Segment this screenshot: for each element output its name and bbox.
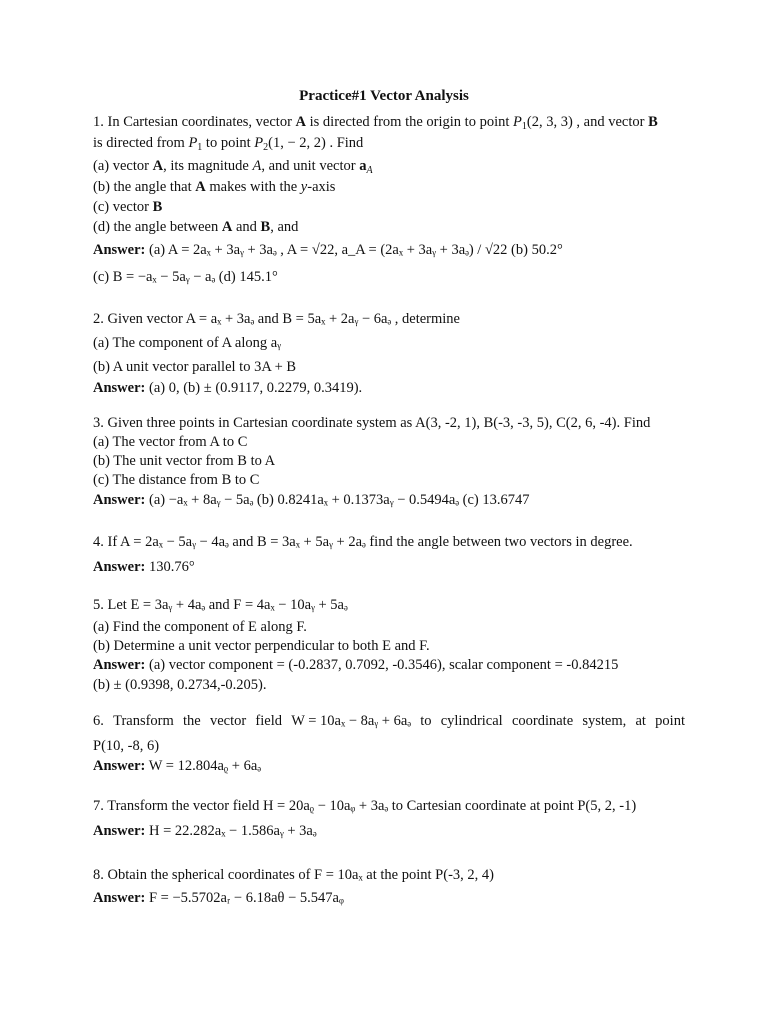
- q4-answer: Answer: 130.76°: [93, 559, 195, 575]
- q3-part-c: (c) The distance from B to C: [93, 472, 260, 488]
- q3-answer: Answer: (a) −aₓ + 8aᵧ − 5aₔ (b) 0.8241aₓ + 0.1373aᵧ − 0.5494aₔ (c) 13.6747: [93, 492, 530, 508]
- q8-statement: 8. Obtain the spherical coordinates of F = 10aₓ at the point P(-3, 2, 4): [93, 867, 494, 883]
- q6-statement-line2: P(10, -8, 6): [93, 738, 160, 754]
- q2-part-a: (a) The component of A along aᵧ: [93, 335, 281, 351]
- q2-answer: Answer: (a) 0, (b) ± (0.9117, 0.2279, 0.3419).: [93, 380, 363, 396]
- q2-part-b: (b) A unit vector parallel to 3A + B: [93, 359, 297, 375]
- q4-statement: 4. If A = 2aₓ − 5aᵧ − 4aₔ and B = 3aₓ + 5aᵧ + 2aₔ find the angle between two vectors in degree.: [93, 534, 633, 550]
- q5-part-b: (b) Determine a unit vector perpendicular to both E and F.: [93, 638, 430, 654]
- q1-answer-line2: (c) B = −aₓ − 5aᵧ − aₔ (d) 145.1°: [93, 269, 278, 285]
- q6-statement-line1: 6. Transform the vector field W = 10aₓ − 8aᵧ + 6aₔ to cylindrical coordinate system, at point: [93, 713, 685, 729]
- q5-statement: 5. Let E = 3aᵧ + 4aₔ and F = 4aₓ − 10aᵧ + 5aₔ: [93, 597, 348, 613]
- q3-statement: 3. Given three points in Cartesian coordinate system as A(3, -2, 1), B(-3, -3, 5), C(2, 6, -4). Find: [93, 415, 651, 431]
- q1-statement-line1: 1. In Cartesian coordinates, vector A is directed from the origin to point $P_1(2$, 3, 3) , and vector B: [93, 114, 658, 132]
- q5-answer-line2: (b) ± (0.9398, 0.2734,-0.205).: [93, 677, 267, 693]
- q1-answer-line1: Answer: (a) A = 2aₓ + 3aᵧ + 3aₔ , A = √22, a_A = (2aₓ + 3aᵧ + 3aₔ) / √22 (b) 50.2°: [93, 242, 563, 258]
- q7-answer: Answer: H = 22.282aₓ − 1.586aᵧ + 3aₔ: [93, 823, 317, 839]
- q1-part-d: (d) the angle between A and B, and: [93, 219, 299, 235]
- q5-answer-line1: Answer: (a) vector component = (-0.2837, 0.7092, -0.3546), scalar component = -0.84215: [93, 657, 619, 673]
- q3-part-b: (b) The unit vector from B to A: [93, 453, 276, 469]
- q1-part-b: (b) the angle that A makes with the y-axis: [93, 179, 336, 195]
- q8-answer: Answer: F = −5.5702aᵣ − 6.18aθ − 5.547aᵩ: [93, 890, 344, 906]
- q6-answer: Answer: W = 12.804aᵨ + 6aₔ: [93, 758, 262, 774]
- q1-statement-line2: is directed from $P_1$ to point $P_2(1$, − 2, 2) . Find: [93, 135, 364, 153]
- q1-part-a: (a) vector A, its magnitude A, and unit vector $a_A$: [93, 158, 373, 176]
- q5-part-a: (a) Find the component of E along F.: [93, 619, 307, 635]
- q1-part-c: (c) vector B: [93, 199, 163, 215]
- page-title: Practice#1 Vector Analysis: [299, 88, 469, 104]
- q3-part-a: (a) The vector from A to C: [93, 434, 248, 450]
- q2-statement: 2. Given vector A = aₓ + 3aₔ and B = 5aₓ + 2aᵧ − 6aₔ , determine: [93, 311, 460, 327]
- q7-statement: 7. Transform the vector field H = 20aᵨ − 10aᵩ + 3aₔ to Cartesian coordinate at point P(5, 2, -1): [93, 798, 637, 814]
